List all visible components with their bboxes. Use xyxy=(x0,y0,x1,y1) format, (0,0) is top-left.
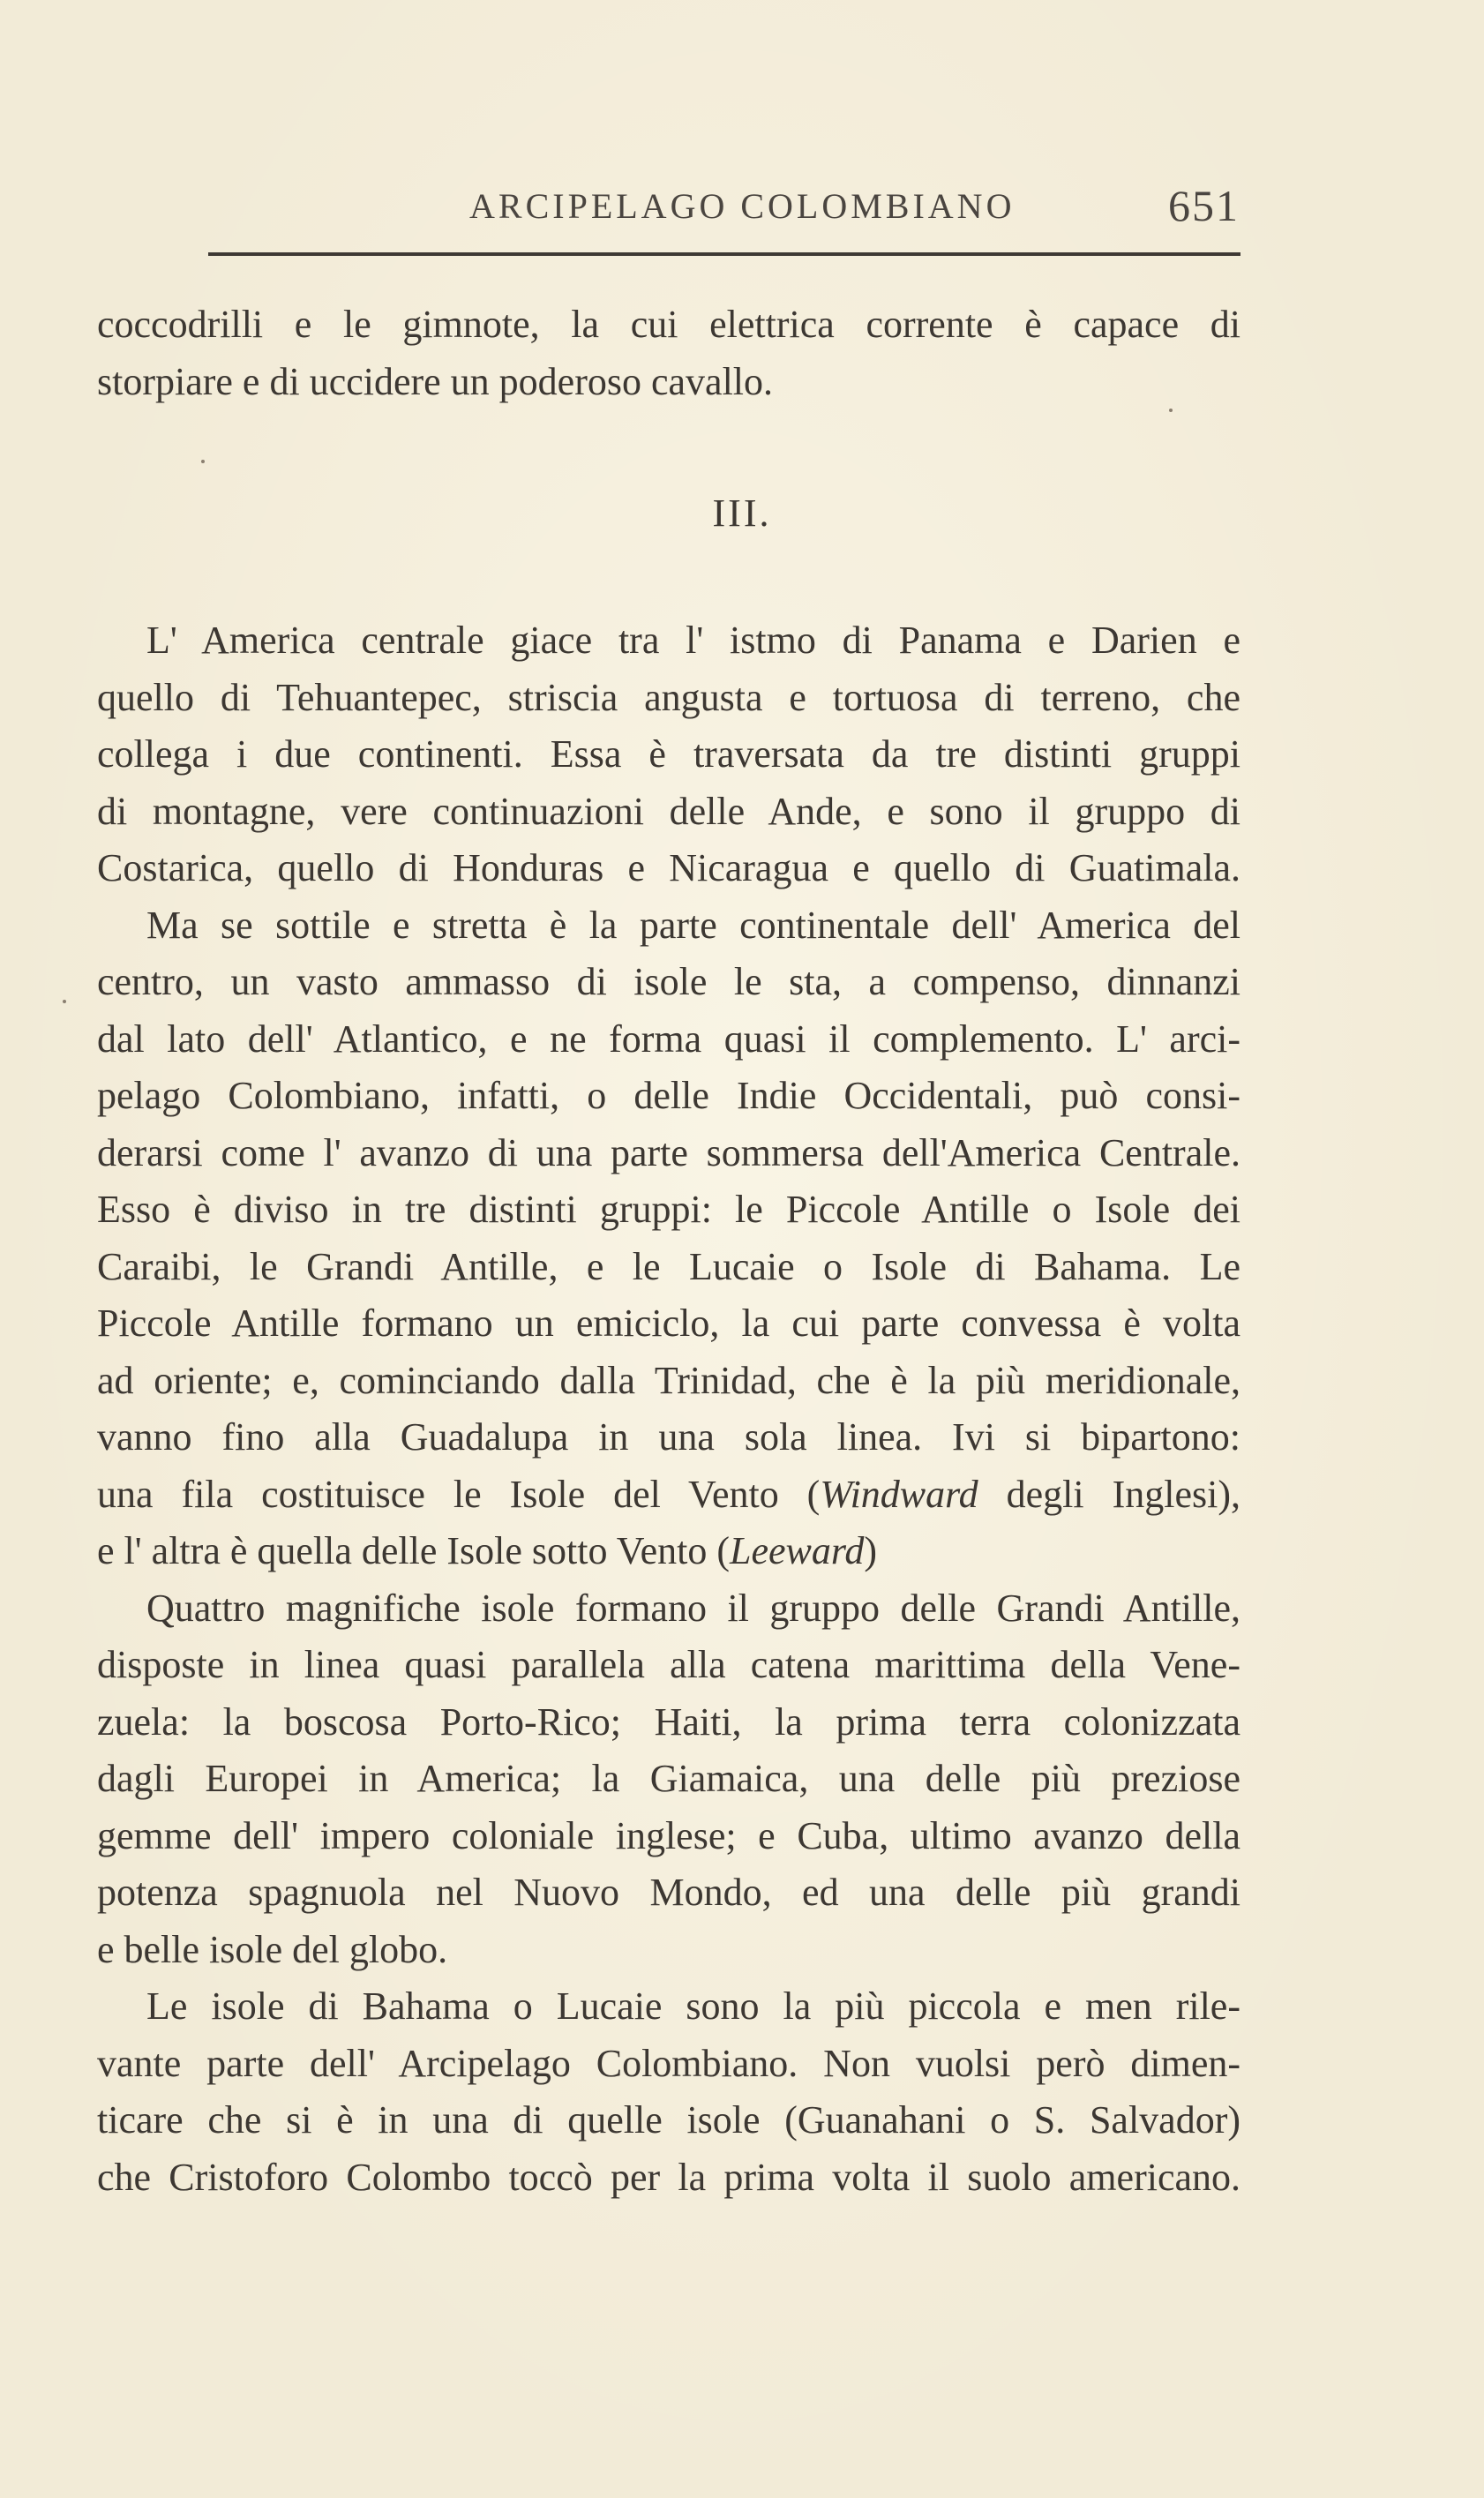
paper-speck xyxy=(1169,409,1173,412)
text-line: gemme dell' impero coloniale inglese; e Cuba, ultimo avanzo della xyxy=(97,1813,1240,1857)
text-line: Ma se sottile e stretta è la parte continentale dell' America del xyxy=(146,903,1240,947)
text-line: dal lato dell' Atlantico, e ne forma quasi il complemento. L' arci- xyxy=(97,1016,1240,1061)
text-line: vante parte dell' Arcipelago Colombiano. Non vuolsi però dimen- xyxy=(97,2041,1240,2085)
text-line: dagli Europei in America; la Giamaica, una delle più preziose xyxy=(97,1757,1240,1800)
section-body xyxy=(97,612,1240,2206)
text-line: quello di Tehuantepec, striscia angusta e tortuosa di terreno, che xyxy=(97,675,1240,719)
text-line: Costarica, quello di Honduras e Nicaragua e quello di Guatimala. xyxy=(97,846,1240,889)
text-line: Caraibi, le Grandi Antille, e le Lucaie o Isole di Bahama. Le xyxy=(97,1244,1240,1288)
text-line: pelago Colombiano, infatti, o delle Indie Occidentali, può consi- xyxy=(97,1074,1240,1117)
page-number: 651 xyxy=(1168,181,1240,230)
text-line: Le isole di Bahama o Lucaie sono la più piccola e men rile- xyxy=(146,1984,1240,2028)
text-line: derarsi come l' avanzo di una parte sommersa dell'America Centrale. xyxy=(97,1130,1240,1174)
text-fragment: e l' altra è quella delle Isole sotto Vento ( xyxy=(97,1529,730,1572)
running-head xyxy=(93,181,1240,238)
paper-speck xyxy=(201,460,205,463)
text-line: di montagne, vere continuazioni delle Ande, e sono il gruppo di xyxy=(97,789,1240,833)
text-line: ad oriente; e, cominciando dalla Trinidad, che è la più meridionale, xyxy=(97,1358,1240,1402)
text-line: e belle isole del globo. xyxy=(97,1927,448,1971)
running-title: ARCIPELAGO COLOMBIANO xyxy=(469,186,1016,226)
text-line: ticare che si è in una di quelle isole (Guanahani o S. Salvador) xyxy=(97,2098,1240,2142)
text-line: Esso è diviso in tre distinti gruppi: le Piccole Antille o Isole dei xyxy=(97,1188,1240,1231)
italic-term-leeward: Leeward xyxy=(730,1529,865,1572)
text-line: potenza spagnuola nel Nuovo Mondo, ed una delle più grandi xyxy=(97,1871,1240,1914)
continued-paragraph xyxy=(97,296,1240,410)
text-line: disposte in linea quasi parallela alla catena marittima della Vene- xyxy=(97,1643,1240,1686)
italic-term-windward: Windward xyxy=(820,1472,978,1516)
section-heading: III. xyxy=(712,491,772,535)
text-line: che Cristoforo Colombo toccò per la prima volta il suolo americano. xyxy=(97,2155,1240,2199)
header-rule xyxy=(208,252,1240,256)
text-fragment: ) xyxy=(864,1529,878,1572)
text-line: Quattro magnifiche isole formano il gruppo delle Grandi Antille, xyxy=(146,1586,1240,1630)
text-fragment: degli Inglesi), xyxy=(978,1472,1240,1516)
text-line: storpiare e di uccidere un poderoso cavallo. xyxy=(97,359,774,403)
text-line-with-italic xyxy=(97,1523,1240,1580)
text-line: coccodrilli e le gimnote, la cui elettrica corrente è capace di xyxy=(97,303,1240,346)
text-line: zuela: la boscosa Porto-Rico; Haiti, la prima terra colonizzata xyxy=(97,1699,1240,1744)
text-fragment: una fila costituisce le Isole del Vento ( xyxy=(97,1472,821,1516)
text-line: Piccole Antille formano un emiciclo, la cui parte convessa è volta xyxy=(97,1302,1240,1345)
text-line: centro, un vasto ammasso di isole le sta, a compenso, dinnanzi xyxy=(97,960,1240,1003)
text-line-with-italic xyxy=(97,1467,1240,1524)
text-line: vanno fino alla Guadalupa in una sola linea. Ivi si bipartono: xyxy=(97,1415,1240,1459)
paper-speck xyxy=(63,1000,66,1003)
text-line: collega i due continenti. Essa è traversata da tre distinti gruppi xyxy=(97,732,1240,776)
text-line: L' America centrale giace tra l' istmo di Panama e Darien e xyxy=(146,619,1240,662)
